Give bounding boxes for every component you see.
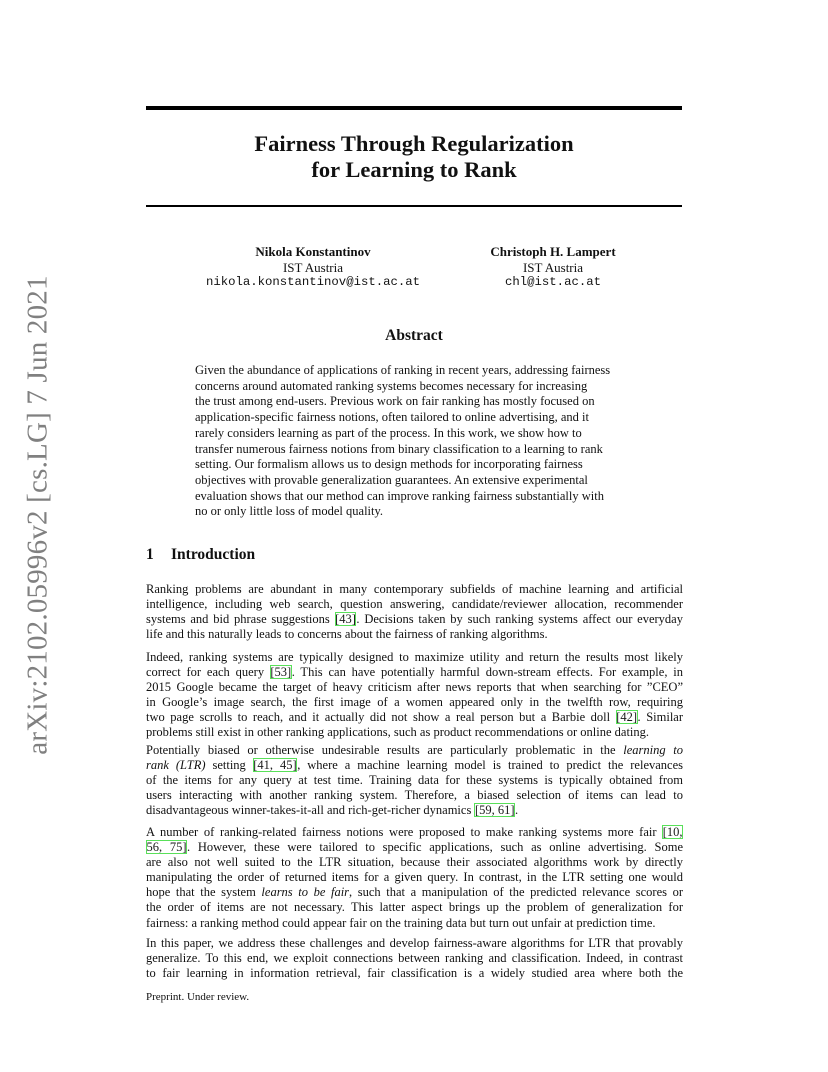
paragraph-2 [146, 650, 683, 741]
author-email[interactable]: nikola.konstantinov@ist.ac.at [205, 275, 420, 289]
text-line: correct for each query [53]. This can have potentially harmful down-stream effects. For example, in [146, 665, 683, 680]
abstract-line: rarely considers learning as part of the process. In this work, we show how to [195, 425, 582, 440]
paper-title [146, 131, 682, 183]
title-line-2: for Learning to Rank [311, 157, 517, 182]
abstract-line: application-specific fairness notions, often tailored to online advertising, and it [195, 410, 589, 425]
text-line: Ranking problems are abundant in many contemporary subfields of machine learning and artificial [146, 582, 683, 596]
author-affiliation: IST Austria [282, 259, 344, 275]
citation-link[interactable]: [59, 61] [474, 803, 515, 818]
text-line: are also not well suited to the LTR situation, because their associated algorithms work by directly [146, 855, 683, 870]
abstract-line: setting. Our formalism allows us to design methods for incorporating fairness [195, 457, 583, 472]
paragraph-4 [146, 825, 683, 931]
text-line: A number of ranking-related fairness notions were proposed to make ranking systems more fair [10, [146, 825, 683, 839]
abstract-heading: Abstract [385, 327, 443, 344]
text-line: in Google’s image search, the first image of a women appeared only in the twelfth row, requiring [146, 695, 683, 710]
arxiv-identifier: arXiv:2102.05996v2 [cs.LG] 7 Jun 2021 [21, 275, 54, 755]
text-line: 2015 Google became the target of heavy criticism after news reports that when searching for ”CEO” [146, 680, 683, 695]
author-name: Nikola Konstantinov [255, 244, 371, 259]
text-line: users interacting with another ranking system. Therefore, a biased selection of items can lead to [146, 788, 683, 803]
section-title: Introduction [171, 546, 256, 563]
citation-link[interactable]: 56, 75] [146, 840, 187, 855]
text-line: Potentially biased or otherwise undesirable results are particularly problematic in the learning to [146, 743, 683, 757]
text-line: disadvantageous winner-takes-it-all and rich-get-richer dynamics [59, 61]. [146, 803, 519, 818]
abstract-line: Given the abundance of applications of ranking in recent years, addressing fairness [195, 363, 611, 377]
abstract-line: objectives with provable generalization guarantees. An extensive experimental [195, 472, 588, 487]
author-block-2 [466, 244, 640, 291]
citation-link[interactable]: [10, [662, 825, 683, 839]
title-rule-bottom [146, 205, 682, 207]
text-line: rank (LTR) setting [41, 45], where a machine learning model is trained to predict the relevances [146, 758, 684, 773]
citation-link[interactable]: [43] [335, 612, 356, 627]
text-line: the order of items are not necessary. This latter aspect brings up the problem of generalization for [146, 900, 683, 915]
abstract-line: transfer numerous fairness notions from binary classification to a learning to rank [195, 441, 603, 456]
text-line: fairness: a ranking method could appear fair on the training data but turn out unfair at prediction time. [146, 915, 656, 930]
text-line: hope that the system learns to be fair, such that a manipulation of the predicted relevance scores or [146, 885, 683, 900]
author-email[interactable]: chl@ist.ac.at [505, 275, 601, 289]
text-line: life and this naturally leads to concerns about the fairness of ranking algorithms. [146, 627, 548, 642]
text-line: In this paper, we address these challenges and develop fairness-aware algorithms for LTR that provably [146, 936, 683, 950]
abstract-line: concerns around automated ranking systems becomes necessary for increasing [195, 378, 588, 393]
arxiv-identifier-margin [0, 0, 62, 1072]
citation-link[interactable]: [41, 45] [253, 758, 297, 773]
abstract-line: no or only little loss of model quality. [195, 504, 384, 519]
text-line: problems still exist in other ranking applications, such as product recommendations or online dating. [146, 725, 650, 740]
text-line: generalize. To this end, we exploit connections between ranking and classification. Indeed, in contrast [146, 951, 683, 966]
abstract-line: the trust among end-users. Previous work on fair ranking has mostly focused on [195, 394, 595, 409]
author-affiliation: IST Austria [522, 259, 584, 275]
abstract-body [195, 363, 634, 520]
abstract-line: evaluation shows that our method can improve ranking fairness substantially with [195, 488, 604, 503]
text-line: two page scrolls to reach, and it actually did not show a real person but a Barbie doll [42]. Similar [146, 710, 684, 725]
text-line: of the items for any query at test time. Training data for these systems is typically obtained from [146, 773, 683, 788]
paragraph-1 [146, 582, 683, 642]
footer-note: Preprint. Under review. [146, 991, 250, 1003]
author-name: Christoph H. Lampert [490, 244, 616, 259]
text-line: to fair learning in information retrieval, fair classification is a widely studied area where both the [146, 966, 683, 981]
paragraph-3 [146, 743, 683, 818]
text-line: manipulating the order of returned items for a given query. In contrast, in the LTR setting one would [146, 870, 683, 885]
section-number: 1 [146, 546, 154, 563]
paragraph-5 [146, 936, 683, 981]
citation-link[interactable]: [42] [616, 710, 638, 725]
section-heading [146, 546, 255, 564]
text-line: systems and bid phrase suggestions [43]. Decisions taken by such ranking systems affect our everyday [146, 612, 683, 627]
citation-link[interactable]: [53] [270, 665, 292, 680]
author-block-1 [196, 244, 430, 291]
title-rule-top [146, 106, 682, 110]
text-line: intelligence, including web search, question answering, candidate/reviewer allocation, recommender [146, 597, 683, 612]
text-line: Indeed, ranking systems are typically designed to maximize utility and return the results most likely [146, 650, 683, 664]
text-line: 56, 75]. However, these were tailored to specific applications, such as online advertising. Some [146, 840, 683, 855]
title-line-1: Fairness Through Regularization [254, 131, 574, 156]
